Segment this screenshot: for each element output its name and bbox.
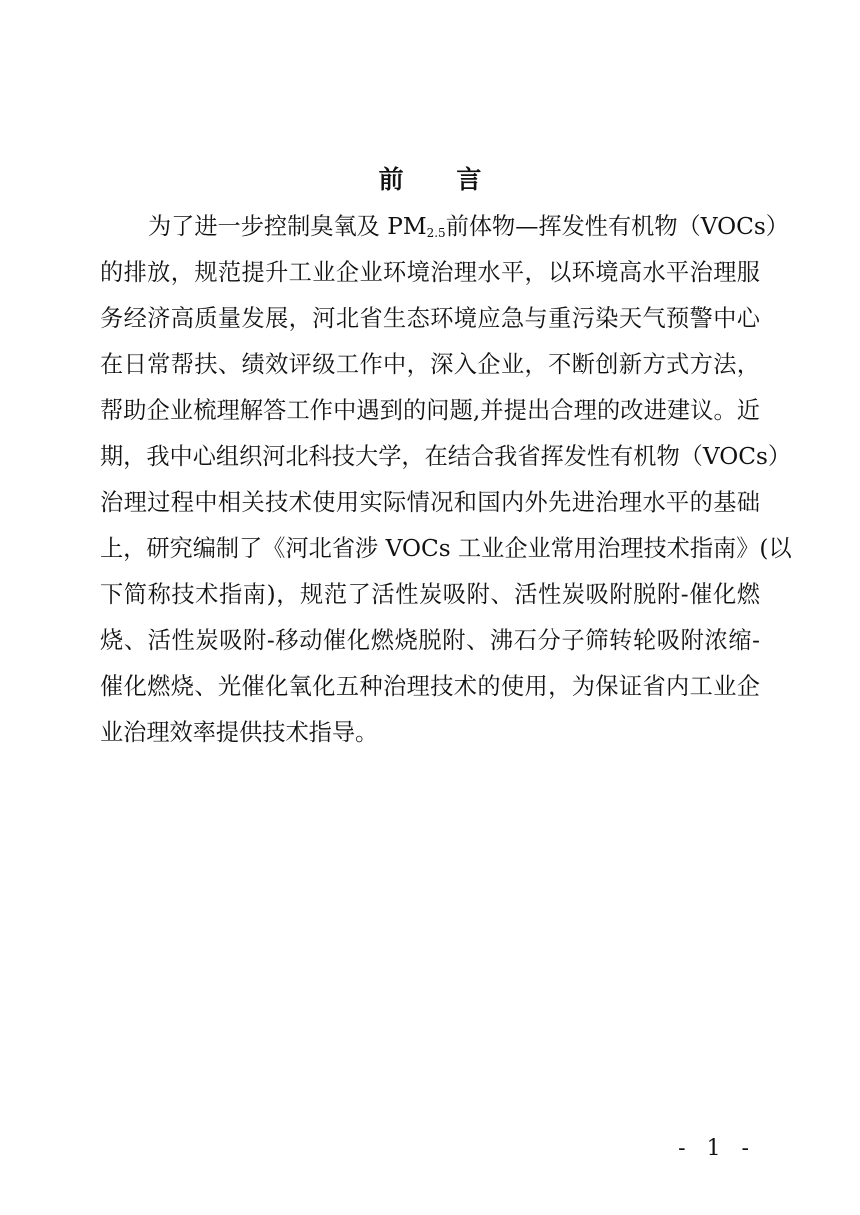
paragraph-line-1 — [148, 206, 789, 248]
paragraph-line-7: 治理过程中相关技术使用实际情况和国内外先进治理水平的基础 — [100, 489, 760, 516]
paragraph-line-3: 务经济高质量发展，河北省生态环境应急与重污染天气预警中心 — [100, 305, 760, 332]
paragraph-line-5: 帮助企业梳理解答工作中遇到的问题,并提出合理的改进建议。近 — [100, 397, 760, 424]
pm-subscript: 2.5 — [426, 226, 446, 240]
paragraph-line-11: 催化燃烧、光催化氧化五种治理技术的使用，为保证省内工业企 — [100, 673, 760, 700]
paragraph-line-2: 的排放，规范提升工业企业环境治理水平，以环境高水平治理服 — [100, 259, 760, 286]
paragraph-line-12: 业治理效率提供技术指导。 — [100, 719, 379, 746]
line-1-text-after: 前体物—挥发性有机物（VOCs） — [445, 213, 789, 240]
paragraph-line-10: 烧、活性炭吸附-移动催化燃烧脱附、沸石分子筛转轮吸附浓缩- — [100, 627, 760, 654]
paragraph-line-8: 上，研究编制了《河北省涉 VOCs 工业企业常用治理技术指南》(以 — [100, 535, 792, 562]
page-number: - 1 - — [678, 1136, 756, 1161]
page-title: 前 言 — [378, 165, 504, 194]
paragraph-line-4: 在日常帮扶、绩效评级工作中，深入企业，不断创新方式方法， — [100, 351, 760, 378]
line-1-text-before: 为了进一步控制臭氧及 PM — [148, 213, 427, 240]
paragraph-line-6: 期，我中心组织河北科技大学，在结合我省挥发性有机物（VOCs） — [100, 443, 792, 470]
paragraph-line-9: 下简称技术指南)，规范了活性炭吸附、活性炭吸附脱附-催化燃 — [100, 581, 760, 608]
